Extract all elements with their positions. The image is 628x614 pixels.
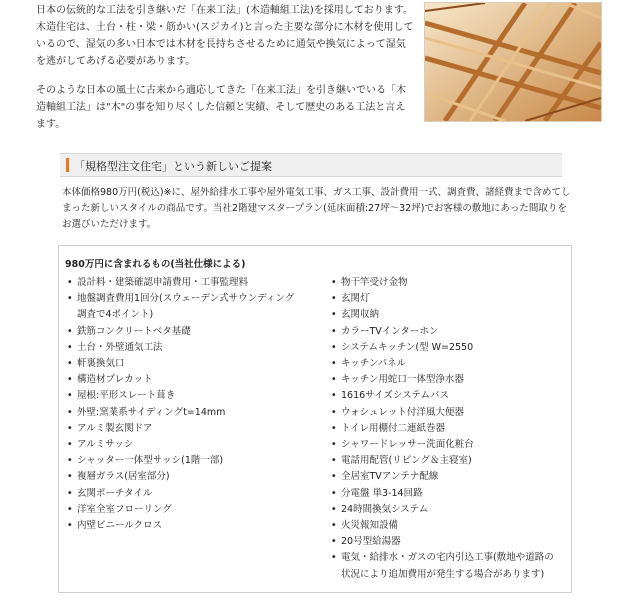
- bullet-icon: •: [331, 374, 337, 386]
- list-item-label: 全居室TVアンテナ配線: [341, 471, 439, 483]
- list-item: [331, 372, 567, 388]
- included-items-left-list: [67, 275, 329, 534]
- list-item: [67, 275, 329, 291]
- list-item-label: シャワードレッサー洗面化粧台: [341, 439, 474, 451]
- bullet-icon: •: [331, 277, 337, 288]
- list-item: [331, 405, 567, 421]
- list-item: [331, 502, 567, 518]
- list-item-label: 土台・外壁通気工法: [77, 341, 163, 353]
- list-item: [67, 356, 329, 372]
- list-item: [67, 437, 329, 453]
- list-item: [331, 534, 567, 550]
- list-item: [331, 340, 567, 356]
- list-item: [331, 291, 567, 307]
- bullet-icon: •: [67, 503, 73, 515]
- bullet-icon: •: [67, 325, 73, 337]
- list-item: [67, 469, 329, 485]
- list-item-label: アルミサッシ: [77, 439, 134, 451]
- bullet-icon: •: [67, 439, 73, 451]
- timber-frame-photo: [424, 2, 602, 122]
- bullet-icon: •: [67, 406, 73, 418]
- bullet-icon: •: [67, 520, 73, 532]
- list-item: [331, 469, 567, 485]
- bullet-icon: •: [331, 358, 337, 370]
- list-item: [67, 340, 329, 356]
- list-item-continuation: 調査で4ポイント): [77, 309, 154, 321]
- bullet-icon: •: [67, 293, 73, 305]
- included-items-title: 980万円に含まれるもの(当社仕様による): [65, 259, 246, 270]
- list-item: [67, 324, 329, 340]
- list-item-label: トイレ用棚付二連紙巻器: [341, 422, 446, 434]
- list-item-label: 地盤調査費用1回分(スウェーデン式サウンディング: [77, 293, 295, 305]
- list-item: [331, 388, 567, 404]
- list-item: [331, 356, 567, 372]
- bullet-icon: •: [331, 325, 337, 337]
- list-item-label: 軒裏換気口: [77, 358, 125, 370]
- list-item: [67, 372, 329, 388]
- intro-paragraph-1: 日本の伝統的な工法を引き継いだ「在来工法」(木造軸組工法)を採用しております。木造住宅は、土台・柱・梁・筋かい(スジカイ)と言った主要な部分に木材を使用しているので、湿気の多い日本では木材を長持ちさせるために通気や換気によって湿気を逃がしてあげる必要があります。: [36, 5, 414, 67]
- list-item: [67, 291, 329, 323]
- bullet-icon: •: [331, 455, 337, 467]
- list-item-label: 20号型給湯器: [341, 536, 401, 548]
- bullet-icon: •: [331, 503, 337, 515]
- bullet-icon: •: [331, 439, 337, 451]
- intro-paragraph-2: そのような日本の風土に古来から適応してきた「在来工法」を引き継いでいる「木造軸組工法」は"木"の事を知り尽くした信頼と実績、そして歴史のある工法と言えます。: [36, 85, 406, 130]
- list-item: [67, 502, 329, 518]
- bullet-icon: •: [331, 422, 337, 434]
- bullet-icon: •: [67, 358, 73, 370]
- list-item-label: 24時間換気システム: [341, 503, 429, 515]
- bullet-icon: •: [67, 277, 73, 288]
- bullet-icon: •: [67, 471, 73, 483]
- bullet-icon: •: [67, 390, 73, 402]
- section-accent-bar: [66, 158, 69, 172]
- list-item-label: 内壁ビニールクロス: [77, 520, 163, 532]
- list-item-label: 分電盤 単3-14回路: [341, 487, 423, 499]
- list-item: [331, 275, 567, 291]
- section-header: [60, 153, 562, 177]
- list-item-label: 複層ガラス(居室部分): [77, 471, 170, 483]
- list-item: [67, 405, 329, 421]
- bullet-icon: •: [331, 406, 337, 418]
- timber-frame-illustration: [425, 3, 601, 121]
- bullet-icon: •: [331, 293, 337, 305]
- bullet-icon: •: [331, 309, 337, 321]
- list-item: [67, 421, 329, 437]
- list-item-label: 玄関ポーチタイル: [77, 487, 153, 499]
- list-item-label: ウォシュレット付洋風大便器: [341, 406, 464, 418]
- bullet-icon: •: [331, 390, 337, 402]
- bullet-icon: •: [331, 471, 337, 483]
- list-item-label: 物干竿受け金物: [341, 277, 408, 288]
- section-title: 「規格型注文住宅」という新しいご提案: [74, 160, 272, 173]
- bullet-icon: •: [331, 487, 337, 499]
- list-item-label: 構造材プレカット: [77, 374, 153, 386]
- bullet-icon: •: [67, 455, 73, 467]
- list-item: [331, 437, 567, 453]
- list-item-continuation: 状況により追加費用が発生する場合があります): [341, 568, 545, 580]
- list-item: [331, 307, 567, 323]
- list-item-label: 設計料・建築確認申請費用・工事監理料: [77, 277, 249, 288]
- bullet-icon: •: [67, 422, 73, 434]
- bullet-icon: •: [67, 341, 73, 353]
- bullet-icon: •: [67, 374, 73, 386]
- included-items-box: [58, 245, 572, 593]
- list-item-label: 外壁:窯業系サイディングt=14mm: [77, 406, 226, 418]
- list-item-label: 1616サイズシステムバス: [341, 390, 449, 402]
- list-item: [67, 388, 329, 404]
- list-item: [331, 324, 567, 340]
- list-item: [331, 518, 567, 534]
- bullet-icon: •: [67, 487, 73, 499]
- list-item-label: 電気・給排水・ガスの宅内引込工事(敷地や道路の: [341, 552, 554, 564]
- list-item: [67, 486, 329, 502]
- bullet-icon: •: [331, 536, 337, 548]
- list-item-label: シャッター一体型サッシ(1階一部): [77, 455, 224, 467]
- list-item-label: カラーTVインターホン: [341, 325, 439, 337]
- intro-text: [36, 2, 414, 145]
- list-item: [331, 550, 567, 582]
- list-item: [67, 518, 329, 534]
- list-item-label: キッチンパネル: [341, 358, 407, 370]
- bullet-icon: •: [331, 341, 337, 353]
- list-item-label: 屋根:平形スレート葺き: [77, 390, 176, 402]
- list-item-label: システムキッチン(型 W=2550: [341, 341, 474, 353]
- list-item-label: 玄関灯: [341, 293, 370, 305]
- list-item-label: 玄関収納: [341, 309, 380, 321]
- list-item-label: 火災報知設備: [341, 520, 399, 532]
- list-item-label: アルミ製玄関ドア: [77, 422, 153, 434]
- section-description: 本体価格980万円(税込)※に、屋外給排水工事や屋外電気工事、ガス工事、設計費用一式、調査費、諸経費まで含めてしまった新しいスタイルの商品です。当社2階建マスタープラン(延床面積:27坪～32坪)でお客様の敷地にあった間取りをお選びいただけます。: [62, 187, 571, 230]
- bullet-icon: •: [331, 520, 337, 532]
- list-item-label: 鉄筋コンクリートベタ基礎: [77, 325, 191, 337]
- list-item: [331, 486, 567, 502]
- list-item-label: キッチン用蛇口一体型浄水器: [341, 374, 464, 386]
- included-items-right-list: [331, 275, 567, 583]
- list-item: [331, 453, 567, 469]
- list-item-label: 電話用配管(リビング＆主寝室): [341, 455, 472, 467]
- bullet-icon: •: [331, 552, 337, 564]
- list-item: [331, 421, 567, 437]
- list-item: [67, 453, 329, 469]
- list-item-label: 洋室全室フローリング: [77, 503, 172, 515]
